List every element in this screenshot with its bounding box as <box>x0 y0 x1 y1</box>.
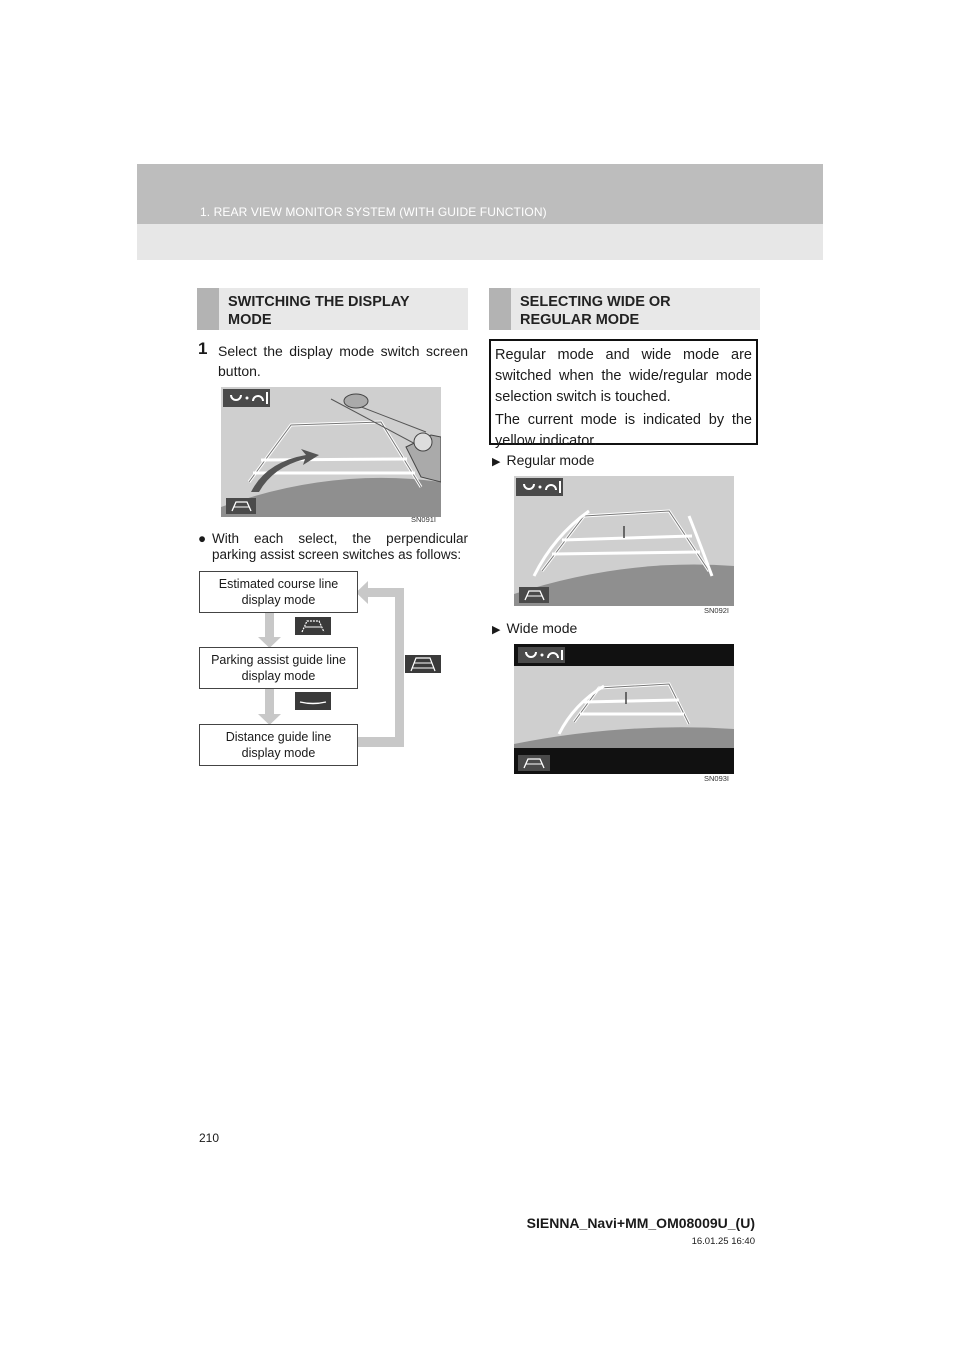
bullet-text: With each select, the perpendicular parking assist screen switches as follows: <box>212 531 468 562</box>
figure-code: SN093I <box>704 774 730 783</box>
figure-display-mode-screen <box>221 387 441 517</box>
guide-line-icon <box>518 755 550 771</box>
arrow-right-icon: ▶ <box>492 624 501 636</box>
notice-paragraph: Regular mode and wide mode are switched when the wide/regular mode selection switch is touched. <box>495 347 752 405</box>
mode-switch-icon <box>518 647 565 663</box>
page-number: 210 <box>199 1131 220 1145</box>
section-header-tab <box>197 288 219 330</box>
figure-wide-mode <box>514 644 734 774</box>
section-header-switching-display-mode <box>197 288 468 330</box>
mode-switch-icon <box>516 478 563 496</box>
section-header-wide-regular <box>489 288 760 330</box>
regular-mode-label <box>492 452 594 468</box>
section-title: SELECTING WIDE OR REGULAR MODE <box>520 294 671 328</box>
mode-label-text: Wide mode <box>506 620 578 636</box>
guide-line-icon <box>519 587 549 603</box>
print-date: 16.01.25 16:40 <box>691 1236 755 1247</box>
flow-box-label: Parking assist guide line display mode <box>211 653 346 683</box>
figure-regular-mode <box>514 476 734 606</box>
notice-paragraph: The current mode is indicated by the yellow indicator. <box>495 412 752 449</box>
flow-box-label: Estimated course line display mode <box>218 577 339 607</box>
section-title: SWITCHING THE DISPLAY MODE <box>228 294 410 328</box>
parking-assist-icon <box>405 655 441 673</box>
figure-code: SN092I <box>704 606 730 615</box>
document-code: SIENNA_Navi+MM_OM08009U_(U) <box>526 1215 755 1231</box>
step-text: Select the display mode switch screen button. <box>218 343 468 379</box>
bullet-note <box>198 531 468 563</box>
bullet-symbol: ● <box>198 531 207 546</box>
flow-box-label: Distance guide line display mode <box>225 730 332 760</box>
mode-switch-icon <box>223 389 270 407</box>
flow-box-estimated-course <box>199 571 358 613</box>
flow-box-parking-assist <box>199 647 358 689</box>
breadcrumb: 1. REAR VIEW MONITOR SYSTEM (WITH GUIDE FUNCTION) <box>200 205 547 219</box>
step-1 <box>198 341 468 381</box>
arrow-right-icon: ▶ <box>492 456 501 468</box>
header-bar <box>137 164 823 260</box>
flow-box-distance-guide <box>199 724 358 766</box>
figure-code: SN091I <box>411 515 437 524</box>
step-number: 1 <box>198 339 208 358</box>
wide-mode-label <box>492 620 577 636</box>
distance-line-icon <box>295 692 331 710</box>
section-header-tab <box>489 288 511 330</box>
mode-label-text: Regular mode <box>506 452 595 468</box>
guide-line-icon <box>295 617 331 635</box>
notice-box <box>489 339 758 449</box>
guide-line-icon <box>226 498 256 514</box>
